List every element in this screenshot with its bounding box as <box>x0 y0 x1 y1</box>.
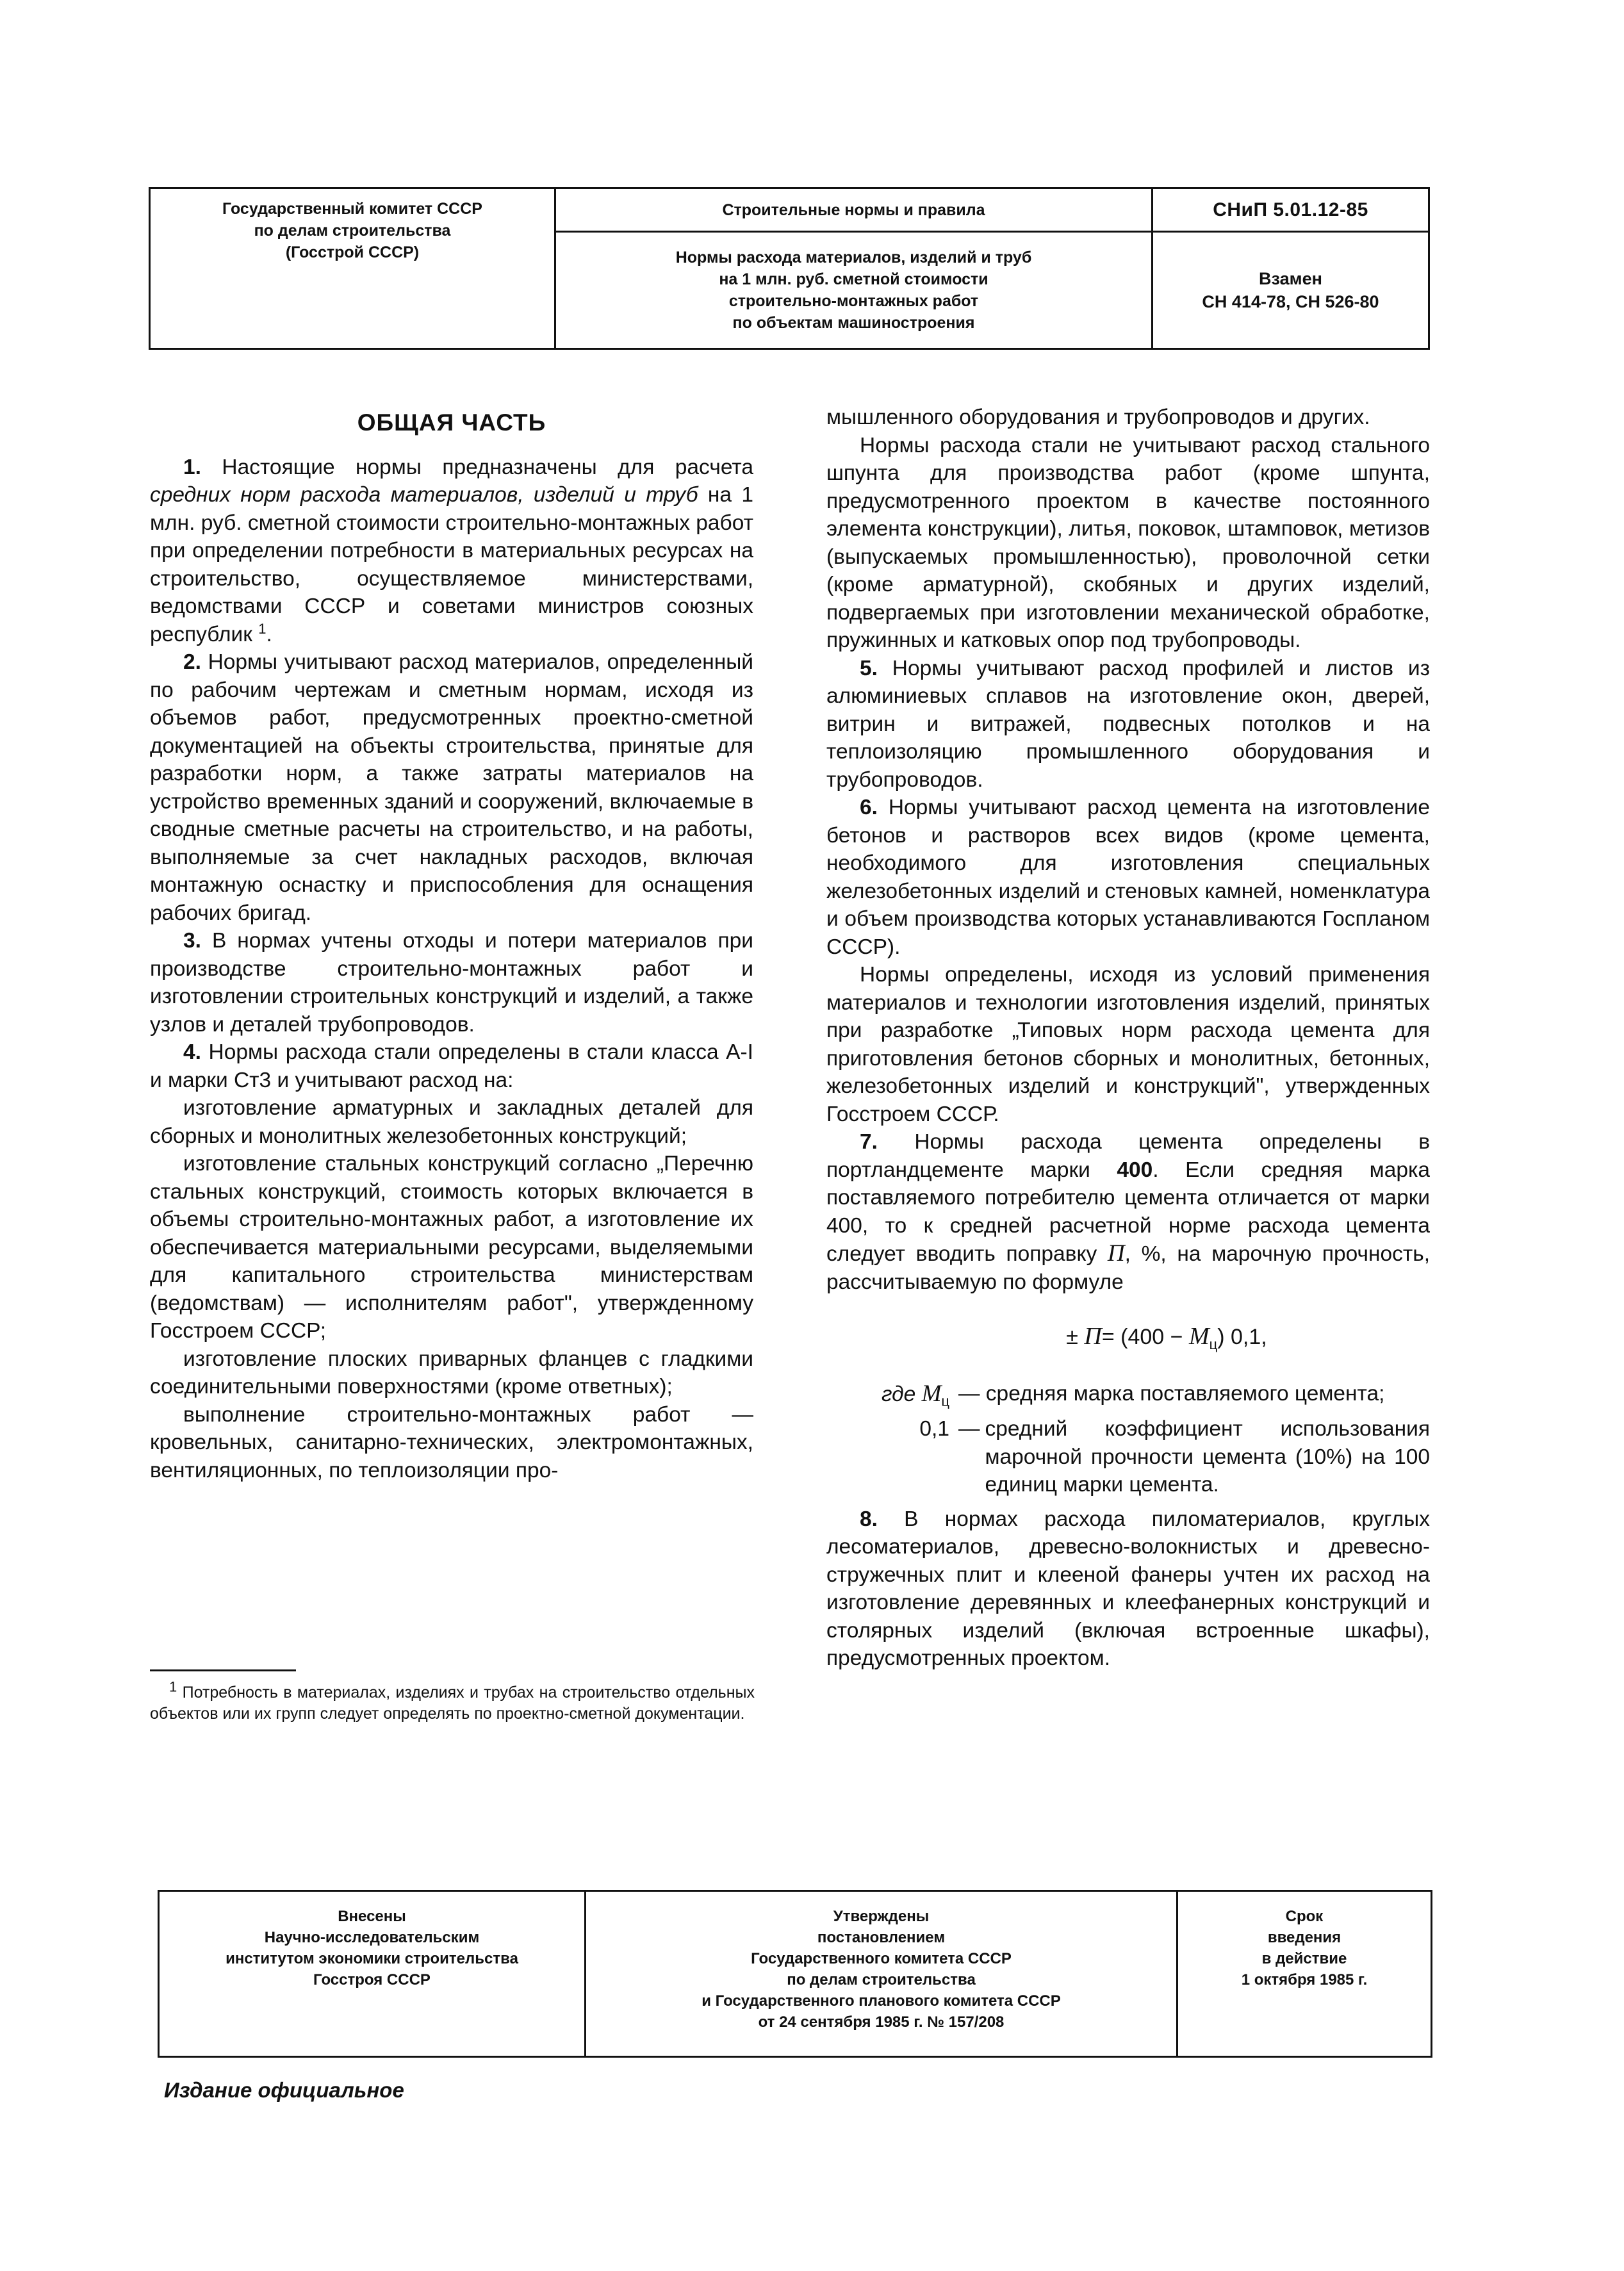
paragraph-8: 8. В нормах расхода пиломатериалов, круглых лесоматериалов, древесно-волокнистых и древесно-стружечных плит и клееной фанеры учтен их расход на изготовление деревянных и клеефанерных конструкций и столярных изделий (включая встроенные шкафы), предусмотренных проектом. <box>826 1507 1430 1671</box>
replaces-label: Взамен <box>1259 269 1322 288</box>
list-item: изготовление стальных конструкций согласно „Перечню стальных конструкций, стоимость которых включается в объемы строительно-монтажных работ, а изготовление их обеспечивается материальными ресурсами, выделяемыми для капитального строительства министерствам (ведомствам) — исполнителям работ", утвержденному Госстроем СССР; <box>150 1152 753 1343</box>
series-label: Строительные нормы и правила <box>722 201 985 219</box>
paragraph-6: 6. Нормы учитывают расход цемента на изготовление бетонов и растворов всех видов (кроме цемента, необходимого для изготовления специальных железобетонных изделий и стеновых камней, номенклатура и объем производства которых устанавливаются Госпланом СССР). <box>826 796 1431 959</box>
list-item: изготовление арматурных и закладных деталей для сборных и монолитных железобетонных конструкций; <box>150 1096 753 1148</box>
section-title: ОБЩАЯ ЧАСТЬ <box>357 409 546 436</box>
list-item: изготовление плоских приварных фланцев с гладкими соединительными поверхностями (кроме ответных); <box>150 1347 753 1398</box>
footnote: $^1$ Потребность в материалах, изделиях и трубах на строительство отдельных объектов или их групп следует определять по проектно-сметной документации. <box>150 1678 755 1723</box>
footnote-ref: 1 <box>258 620 267 637</box>
document-title-line: по объектам машиностроения <box>732 314 975 332</box>
paragraph-5: 5. Нормы учитывают расход профилей и листов из алюминиевых сплавов на изготовление окон, дверей, витрин и витражей, подвесных потолков и на теплоизоляцию промышленного оборудования и трубопроводов. <box>826 656 1430 792</box>
agency-line: (Госстрой СССР) <box>285 243 420 261</box>
document-title-line: строительно-монтажных работ <box>728 292 979 310</box>
paragraph-1: 1. Настоящие нормы предназначены для расчета средних норм расхода материалов, изделий и труб на 1 млн. руб. сметной стоимости строительно-монтажных работ при определении потребности в материальных ресурсах на строительство, осуществляемое министерствами, ведомствами СССР и советами министров союзных республик $^1$. <box>150 455 754 646</box>
paragraph-4: 4. Нормы расхода стали определены в стали класса А-I и марки Ст3 и учитывают расход на: <box>150 1040 753 1092</box>
agency-line: по делам строительства <box>254 222 451 240</box>
header-code-cell <box>1153 189 1428 348</box>
right-column <box>826 404 1430 1673</box>
footer-approved-cell: Утверждены постановлением Государственного комитета СССР по делам строительства и Государственного планового комитета СССР от 24 сентября 1985 г. № 157/208 <box>586 1892 1178 2056</box>
paragraph-3: 3. В нормах учтены отходы и потери материалов при производстве строительно-монтажных работ и изготовлении строительных конструкций и изделий, а также узлов и деталей трубопроводов. <box>150 929 753 1037</box>
formula-legend-row: где $М_ц$ — средняя марка поставляемого цемента; <box>881 1381 1385 1409</box>
paragraph-4-steel-exclusions: Нормы расхода стали не учитывают расход стального шпунта для производства работ (кроме шпунта, предусмотренного проектом в качестве постоянного элемента конструкции), литья, поковок, штамповок, метизов (выпускаемых промышленностью), проволочной сетки (кроме арматурной), скобяных и других изделий, подвергаемых при изготовлении механической обработке, пружинных и катковых опор под трубопроводы. <box>826 433 1430 652</box>
document-title-line: Нормы расхода материалов, изделий и труб <box>675 249 1032 266</box>
list-item: выполнение строительно-монтажных работ — кровельных, санитарно-технических, электромонтажных, вентиляционных, по теплоизоляции про- <box>150 1402 753 1482</box>
replaces-codes: СН 414-78, СН 526-80 <box>1202 292 1379 311</box>
paragraph-7: 7. Нормы расхода цемента определены в портландцементе марки 400. Если средняя марка поставляемого потребителю цемента отличается от марки 400, то к средней расчетной норме расхода цемента следует вводить поправку П, %, на марочную прочность, рассчитываемую по формуле <box>826 1130 1431 1294</box>
footnote-divider <box>150 1669 296 1671</box>
header-title-cell <box>556 189 1153 348</box>
correction-formula: ± $П= (400 - М_ц)$ 0,1, <box>1066 1323 1267 1352</box>
agency-line: Государственный комитет СССР <box>222 200 482 218</box>
left-column <box>150 404 753 1484</box>
footer-introduced-cell: Внесены Научно-исследовательским институтом экономики строительства Госстроя СССР <box>160 1892 586 2056</box>
formula-legend-row: 0,1 — средний коэффициент использования марочной прочности цемента (10%) на 100 единиц марки цемента. <box>919 1417 1430 1497</box>
paragraph-2: 2. Нормы учитывают расход материалов, определенный по рабочим чертежам и сметным нормам, исходя из объемов работ, предусмотренных проектно-сметной документацией на объекты строительства, принятые для разработки норм, а также затраты материалов на устройство временных зданий и сооружений, включаемые в сводные сметные расчеты на строительство, и на работы, выполняемые за счет накладных расходов, включая монтажную оснастку и приспособления для оснащения рабочих бригад. <box>150 650 753 925</box>
document-code: СНиП 5.01.12-85 <box>1213 199 1368 220</box>
footer-table <box>158 1890 1432 2058</box>
footer-effective-date-cell: Срок введения в действие 1 октября 1985 г. <box>1241 1908 1368 1988</box>
header-table <box>149 187 1430 350</box>
edition-label: Издание официальное <box>164 2078 404 2102</box>
paragraph-4-continued: мышленного оборудования и трубопроводов и других. <box>826 406 1370 429</box>
paragraph-6-continued: Нормы определены, исходя из условий применения материалов и технологии изготовления изделий, принятых при разработке „Типовых норм расхода цемента для приготовления бетонов сборных и монолитных, бетонных, железобетонных изделий и конструкций", утвержденных Госстроем СССР. <box>826 963 1430 1126</box>
header-agency-cell <box>151 189 556 348</box>
document-title-line: на 1 млн. руб. сметной стоимости <box>719 270 988 288</box>
